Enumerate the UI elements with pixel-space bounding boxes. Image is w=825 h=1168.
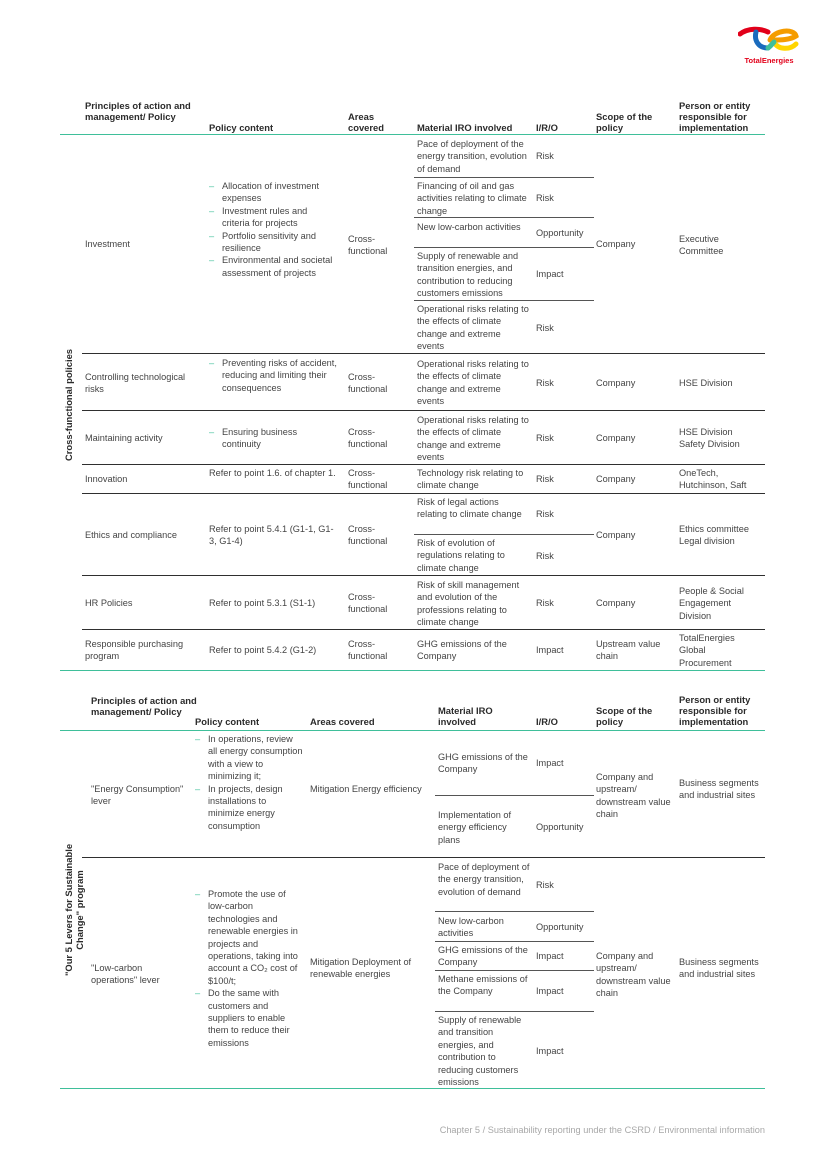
t1-investment-areas: Cross-functional [348,234,388,257]
t1-maint-areas: Cross-functional [348,427,388,450]
t1-purch-iro: GHG emissions of the Company [417,639,507,662]
list-item: – Portfolio sensitivity and resilience [209,230,337,255]
t2-lowcarbon-iro-5: Supply of renewable and transition energies, and contribution to reducing customers emissions [438,1015,522,1088]
t1-ethics-policy: Ethics and compliance [85,530,177,540]
t1-investment-type-1: Risk [536,151,554,161]
t2-header-areas: Areas covered [310,716,375,727]
t1-purch-policy: Responsible purchasing program [85,639,184,662]
t1-investment-iro-2: Financing of oil and gas activities relating to climate change [417,181,527,216]
t1-innov-content: Refer to point 1.6. of chapter 1. [209,468,336,478]
t1-purch-content: Refer to point 5.4.2 (G1-2) [209,645,317,655]
t1-tech-content [209,357,337,394]
t2-energy-scope: Company and upstream/ downstream value chain [596,772,671,820]
t1-ethics-scope: Company [596,530,636,540]
row-divider [435,941,594,942]
t1-maint-policy: Maintaining activity [85,433,163,443]
t1-tech-scope: Company [596,378,636,388]
t2-lowcarbon-type-2: Opportunity [536,922,584,932]
t2-lowcarbon-iro-1: Pace of deployment of the energy transition, evolution of demand [438,862,530,897]
t2-energy-content [195,733,303,832]
t1-bottom-rule [60,670,765,671]
t1-ethics-content: Refer to point 5.4.1 (G1-1, G1-3, G1-4) [209,524,334,547]
t2-energy-iro-2: Implementation of energy efficiency plans [438,810,512,845]
t1-investment-type-2: Risk [536,193,554,203]
row-divider [82,575,765,576]
t2-lowcarbon-type-4: Impact [536,986,564,996]
t2-lowcarbon-type-3: Impact [536,951,564,961]
t1-investment-iro-1: Pace of deployment of the energy transition, evolution of demand [417,139,527,174]
row-divider [414,300,594,301]
row-divider [435,970,594,971]
list-item: – Promote the use of low-carbon technologies and renewable energies in projects and operations, taking into account a CO₂ cost of $100/t; [195,888,303,987]
t2-header-rule [60,730,765,731]
t1-header-content: Policy content [209,122,274,133]
t1-innov-policy: Innovation [85,474,128,484]
t1-maint-type: Risk [536,433,554,443]
t2-energy-areas: Mitigation Energy efficiency [310,784,422,794]
t1-investment-type-5: Risk [536,323,554,333]
t2-lowcarbon-type-1: Risk [536,880,554,890]
t1-group-label: Cross-functional policies [63,349,74,461]
t1-purch-type: Impact [536,645,564,655]
row-divider [82,629,765,630]
row-divider [435,911,594,912]
t1-tech-policy: Controlling technological risks [85,372,186,395]
t2-lowcarbon-person: Business segments and industrial sites [679,957,759,980]
t2-lowcarbon-areas: Mitigation Deployment of renewable energies [310,957,412,980]
t1-innov-areas: Cross-functional [348,468,388,491]
list-item: – Environmental and societal assessment of projects [209,254,337,279]
t1-innov-person: OneTech, Hutchinson, Saft [679,468,747,491]
t2-lowcarbon-iro-2: New low-carbon activities [438,916,504,939]
list-item: – Do the same with customers and suppliers to enable them to reduce their emissions [195,987,303,1049]
list-item: – In operations, review all energy consumption with a view to minimizing it; [195,733,303,783]
row-divider [414,177,594,178]
t1-investment-iro-4: Supply of renewable and transition energies, and contribution to reducing customers emissions [417,251,519,299]
t2-energy-type-1: Impact [536,758,564,768]
row-divider [82,353,765,354]
t2-energy-policy: "Energy Consumption" lever [91,784,184,807]
row-divider [82,493,765,494]
t1-ethics-type-1: Risk [536,509,554,519]
t1-hr-type: Risk [536,598,554,608]
t1-ethics-areas: Cross-functional [348,524,388,547]
t2-lowcarbon-scope: Company and upstream/ downstream value chain [596,951,671,999]
row-divider [414,534,594,535]
t2-bottom-rule [60,1088,765,1089]
t2-group-label: "Our 5 Levers for Sustainable Change" program [63,843,85,977]
t1-hr-policy: HR Policies [85,598,133,608]
page-footer: Chapter 5 / Sustainability reporting under the CSRD / Environmental information [439,1125,765,1135]
row-divider [414,247,594,248]
t1-header-iro-type: I/R/O [536,122,558,133]
t2-lowcarbon-iro-3: GHG emissions of the Company [438,945,528,968]
t2-header-person: Person or entity responsible for implementation [679,694,751,727]
t2-lowcarbon-type-5: Impact [536,1046,564,1056]
t2-header-principles: Principles of action and management/ Policy [91,695,197,717]
t1-innov-scope: Company [596,474,636,484]
t1-investment-policy: Investment [85,239,130,249]
row-divider [435,1011,594,1012]
t1-tech-iro: Operational risks relating to the effects of climate change and extreme events [417,359,529,407]
t1-innov-type: Risk [536,474,554,484]
t1-tech-areas: Cross-functional [348,372,388,395]
totalenergies-logo [738,24,800,68]
t1-investment-person: Executive Committee [679,234,724,257]
t1-hr-iro: Risk of skill management and evolution of the professions relating to climate change [417,580,520,628]
row-divider [82,464,765,465]
t1-header-person: Person or entity responsible for implementation [679,100,751,133]
t1-tech-person: HSE Division [679,378,733,388]
logo-mark-icon [738,24,800,54]
t2-header-content: Policy content [195,716,260,727]
t2-lowcarbon-policy: "Low-carbon operations" lever [91,963,160,986]
t1-investment-content [209,180,337,279]
t1-purch-areas: Cross-functional [348,639,388,662]
t1-maint-iro: Operational risks relating to the effects of climate change and extreme events [417,415,529,463]
t1-ethics-iro-2: Risk of evolution of regulations relating to climate change [417,538,505,573]
t1-hr-person: People & Social Engagement Division [679,586,744,621]
t1-purch-person: TotalEnergies Global Procurement [679,633,735,668]
list-item: – Ensuring business continuity [209,426,337,451]
t1-tech-type: Risk [536,378,554,388]
t2-energy-type-2: Opportunity [536,822,584,832]
t1-maint-content [209,426,337,451]
t1-ethics-type-2: Risk [536,551,554,561]
t2-header-iro-type: I/R/O [536,716,558,727]
t1-maint-scope: Company [596,433,636,443]
row-divider [82,857,765,858]
t1-hr-areas: Cross-functional [348,592,388,615]
list-item: – Investment rules and criteria for projects [209,205,337,230]
t1-ethics-iro-1: Risk of legal actions relating to climate change [417,497,522,520]
row-divider [82,410,765,411]
t2-energy-person: Business segments and industrial sites [679,778,759,801]
t1-ethics-person: Ethics committee Legal division [679,524,749,547]
t2-header-iro: Material IRO involved [438,705,493,727]
t1-hr-content: Refer to point 5.3.1 (S1-1) [209,598,316,608]
t2-lowcarbon-iro-4: Methane emissions of the Company [438,974,528,997]
t1-header-areas: Areas covered [348,111,384,133]
t1-investment-iro-3: New low-carbon activities [417,222,521,232]
list-item: – Preventing risks of accident, reducing and limiting their consequences [209,357,337,394]
t1-investment-iro-5: Operational risks relating to the effects of climate change and extreme events [417,304,529,352]
t1-purch-scope: Upstream value chain [596,639,661,662]
t1-header-principles: Principles of action and management/ Policy [85,100,191,122]
list-item: – Allocation of investment expenses [209,180,337,205]
t1-innov-iro: Technology risk relating to climate change [417,468,524,491]
t1-investment-type-3: Opportunity [536,228,584,238]
t1-hr-scope: Company [596,598,636,608]
t1-maint-person: HSE Division Safety Division [679,427,740,450]
t2-lowcarbon-content [195,888,303,1049]
row-divider [414,217,594,218]
row-divider [435,795,594,796]
logo-wordmark: TotalEnergies [744,56,794,65]
t2-header-scope: Scope of the policy [596,705,653,727]
list-item: – In projects, design installations to minimize energy consumption [195,783,303,833]
t2-energy-iro-1: GHG emissions of the Company [438,752,528,775]
t1-header-scope: Scope of the policy [596,111,653,133]
t1-investment-scope: Company [596,239,636,249]
t1-investment-type-4: Impact [536,269,564,279]
t1-header-rule [60,134,765,135]
t1-header-iro: Material IRO involved [417,122,513,133]
